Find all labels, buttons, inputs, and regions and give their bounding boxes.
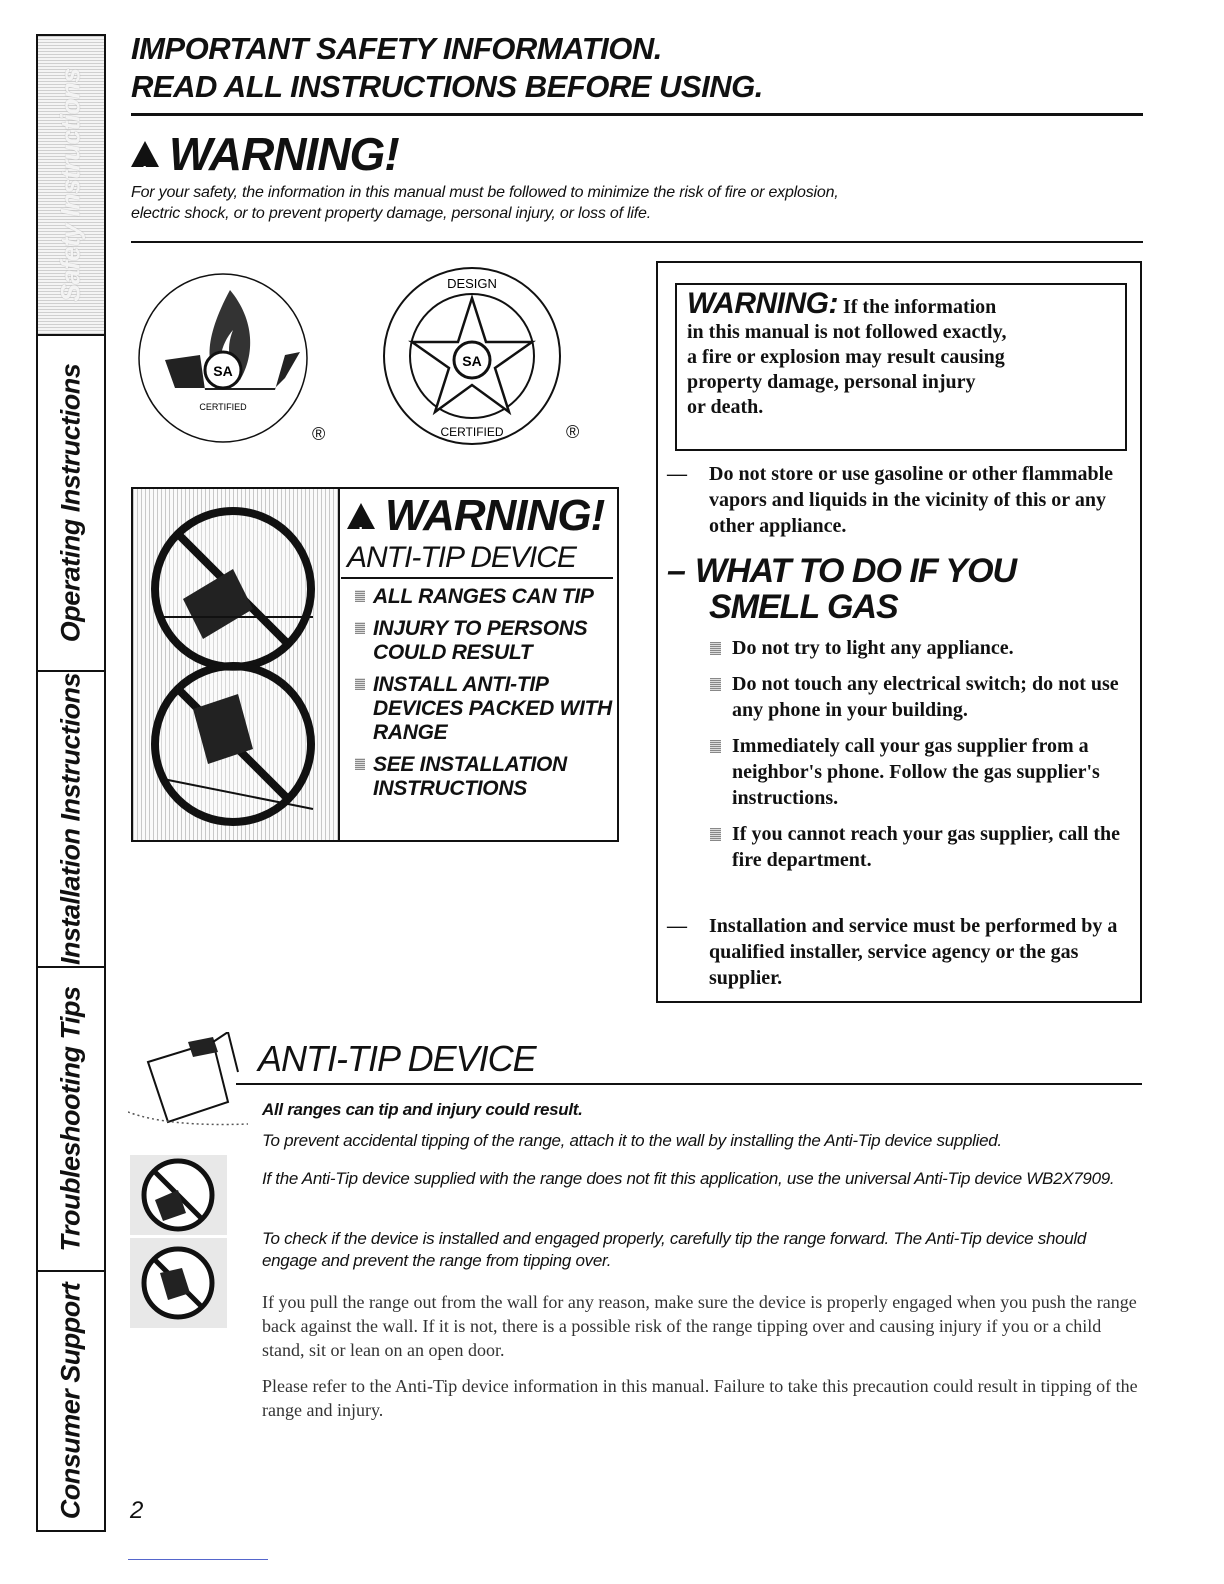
list-item: Do not try to light any appliance.	[690, 635, 1120, 661]
antitip-box-title: WARNING!	[385, 491, 605, 540]
page-number: 2	[130, 1497, 144, 1524]
range-bracket-icon	[128, 1032, 258, 1132]
gasoline-warning-text: Do not store or use gasoline or other flammable vapors and liquids in the vicinity of this or any other appliance.	[709, 463, 1114, 537]
gas-warning-head: WARNING:	[687, 287, 838, 320]
installation-warning	[667, 913, 1120, 991]
gas-warning-box	[656, 261, 1142, 1003]
sidebar-nav	[36, 34, 106, 1532]
header-rule	[131, 113, 1143, 116]
lower-para-4: If you pull the range out from the wall for any reason, make sure the device is properly engaged when you push the range back against the wall. If it is not, there is a possible risk of the range tipping over and causing injury if you or a child stand, sit or lean on an open door.	[262, 1292, 1137, 1360]
cert-design-star-logo	[380, 264, 565, 449]
main-warning-title: WARNING!	[169, 128, 399, 180]
header-line-2: READ ALL INSTRUCTIONS BEFORE USING.	[131, 69, 763, 104]
warning-rule	[131, 241, 1143, 243]
list-item: If you cannot reach your gas supplier, call the fire department.	[690, 821, 1120, 873]
tip-warning-small-icon-2	[130, 1238, 227, 1328]
list-item: Immediately call your gas supplier from a neighbor's phone. Follow the gas supplier's instructions.	[690, 733, 1120, 811]
gas-warning-line-3: a fire or explosion may result causing	[687, 346, 1005, 368]
header-line-1: IMPORTANT SAFETY INFORMATION.	[131, 31, 662, 66]
smell-title-line-1: WHAT TO DO IF YOU	[695, 552, 1017, 590]
smell-gas-title: – WHAT TO DO IF YOU SMELL GAS	[667, 552, 1017, 626]
bottom-rule	[128, 1559, 268, 1560]
lower-para-2: If the Anti-Tip device supplied with the range does not fit this application, use the universal Anti-Tip device WB2X7909.	[262, 1169, 1115, 1188]
tab-label: Safety Instructions	[55, 68, 86, 302]
tab-installation-instructions[interactable]	[38, 672, 104, 968]
main-warning-body-1: For your safety, the information in this manual must be followed to minimize the risk of fire or explosion,	[131, 184, 839, 201]
list-item: Do not touch any electrical switch; do not use any phone in your building.	[690, 671, 1120, 723]
smell-gas-list	[690, 635, 1120, 883]
list-item: SEE INSTALLATION INSTRUCTIONS	[347, 753, 613, 801]
tab-safety-instructions[interactable]	[38, 36, 104, 336]
tipping-range-icon	[133, 489, 340, 840]
registered-mark-2: ®	[566, 422, 580, 442]
tab-label: Consumer Support	[55, 1282, 86, 1520]
gas-warning-line-4: property damage, personal injury	[687, 371, 976, 393]
registered-mark-1: ®	[312, 424, 326, 444]
cert-logo2-top: DESIGN	[447, 276, 497, 291]
svg-text:SA: SA	[213, 363, 233, 379]
dash-mark: —	[667, 915, 687, 937]
gas-warning-inner	[675, 283, 1127, 451]
lower-para-3: To check if the device is installed and engaged properly, carefully tip the range forward. The Anti-Tip device should engage and prevent the range from tipping over.	[262, 1229, 1087, 1270]
gas-warning-line-5: or death.	[687, 396, 764, 418]
antitip-warning-box	[131, 487, 619, 842]
antitip-illustration	[133, 489, 340, 840]
main-warning	[131, 128, 839, 224]
tab-troubleshooting-tips[interactable]	[38, 968, 104, 1272]
tip-warning-small-icon-1	[130, 1155, 227, 1235]
svg-text:SA: SA	[462, 353, 482, 369]
installation-warning-text: Installation and service must be performed by a qualified installer, service agency or the gas supplier.	[709, 915, 1118, 989]
cert-logo1-text: CERTIFIED	[199, 402, 247, 412]
lower-para-1: To prevent accidental tipping of the range, attach it to the wall by installing the Anti-Tip device supplied.	[262, 1131, 1002, 1150]
gas-warning-line-2: in this manual is not followed exactly,	[687, 321, 1007, 343]
lower-section-rule	[236, 1083, 1142, 1085]
smell-title-line-2: SMELL GAS	[709, 588, 898, 626]
lower-bold-line: All ranges can tip and injury could result.	[262, 1100, 583, 1119]
list-item: ALL RANGES CAN TIP	[347, 585, 613, 609]
list-item: INJURY TO PERSONS COULD RESULT	[347, 617, 613, 665]
warning-triangle-icon	[131, 141, 159, 167]
tab-label: Installation Instructions	[55, 672, 86, 966]
tab-label: Troubleshooting Tips	[55, 986, 86, 1252]
lower-section-title: ANTI-TIP DEVICE	[258, 1038, 536, 1079]
list-item: INSTALL ANTI-TIP DEVICES PACKED WITH RANGE	[347, 673, 613, 745]
cert-flame-logo	[135, 270, 310, 445]
gas-warning-line-1: If the information	[842, 296, 997, 318]
tab-label: Operating Instructions	[55, 363, 86, 643]
cert-logo2-bottom: CERTIFIED	[440, 425, 504, 439]
tab-consumer-support[interactable]	[38, 1272, 104, 1530]
tab-operating-instructions[interactable]	[38, 336, 104, 672]
main-warning-body-2: electric shock, or to prevent property damage, personal injury, or loss of life.	[131, 205, 651, 222]
antitip-box-list	[347, 585, 613, 801]
gasoline-warning	[667, 461, 1120, 539]
antitip-box-subtitle: ANTI-TIP DEVICE	[341, 541, 613, 579]
lower-para-5: Please refer to the Anti-Tip device information in this manual. Failure to take this precaution could result in tipping of the range and injury.	[262, 1376, 1138, 1420]
warning-triangle-icon	[347, 503, 375, 529]
page-header	[131, 30, 1143, 106]
dash-mark: —	[667, 463, 687, 485]
